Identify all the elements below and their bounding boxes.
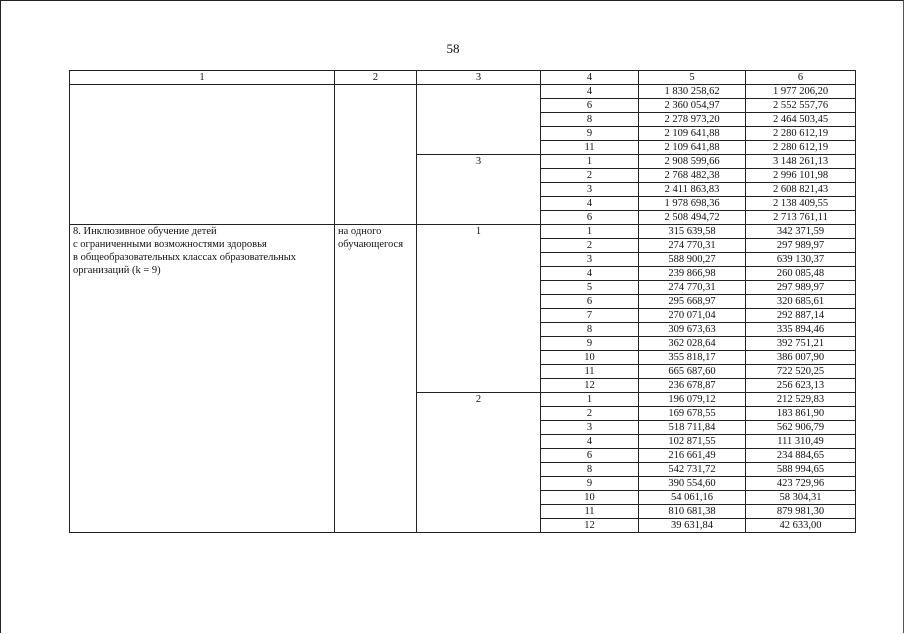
- category-cell: 4: [541, 435, 639, 449]
- category-cell: 1: [541, 155, 639, 169]
- group-cell: 3: [417, 155, 541, 225]
- value-cell: 2 360 054,97: [639, 99, 746, 113]
- table-header-row: [70, 71, 856, 85]
- value-cell: 315 639,58: [639, 225, 746, 239]
- category-cell: 9: [541, 127, 639, 141]
- value-cell: 1 830 258,62: [639, 85, 746, 99]
- unit-of-measure: [335, 225, 417, 533]
- value-cell: 2 508 494,72: [639, 211, 746, 225]
- value-cell: 1 977 206,20: [746, 85, 856, 99]
- value-cell: 588 994,65: [746, 463, 856, 477]
- value-cell: 102 871,55: [639, 435, 746, 449]
- category-cell: 5: [541, 281, 639, 295]
- category-cell: 4: [541, 85, 639, 99]
- value-cell: 320 685,61: [746, 295, 856, 309]
- category-cell: 9: [541, 337, 639, 351]
- value-cell: 562 906,79: [746, 421, 856, 435]
- value-cell: 2 464 503,45: [746, 113, 856, 127]
- value-cell: 362 028,64: [639, 337, 746, 351]
- value-cell: 392 751,21: [746, 337, 856, 351]
- value-cell: 355 818,17: [639, 351, 746, 365]
- category-cell: 8: [541, 113, 639, 127]
- value-cell: 639 130,37: [746, 253, 856, 267]
- value-cell: 58 304,31: [746, 491, 856, 505]
- category-cell: 8: [541, 323, 639, 337]
- category-cell: 12: [541, 519, 639, 533]
- value-cell: 212 529,83: [746, 393, 856, 407]
- value-cell: 196 079,12: [639, 393, 746, 407]
- category-cell: 6: [541, 295, 639, 309]
- group-cell: [417, 85, 541, 155]
- value-cell: 2 280 612,19: [746, 127, 856, 141]
- category-cell: 4: [541, 197, 639, 211]
- value-cell: 183 861,90: [746, 407, 856, 421]
- group-cell: 2: [417, 393, 541, 533]
- category-cell: 4: [541, 267, 639, 281]
- value-cell: 239 866,98: [639, 267, 746, 281]
- category-cell: 3: [541, 253, 639, 267]
- category-cell: 2: [541, 407, 639, 421]
- value-cell: 295 668,97: [639, 295, 746, 309]
- value-cell: 2 109 641,88: [639, 127, 746, 141]
- value-cell: 335 894,46: [746, 323, 856, 337]
- value-cell: 423 729,96: [746, 477, 856, 491]
- service-description: [70, 225, 335, 533]
- value-cell: 260 085,48: [746, 267, 856, 281]
- page-number: 58: [446, 41, 460, 56]
- value-cell: 2 280 612,19: [746, 141, 856, 155]
- category-cell: 2: [541, 239, 639, 253]
- value-cell: 297 989,97: [746, 281, 856, 295]
- value-cell: 274 770,31: [639, 281, 746, 295]
- value-cell: 879 981,30: [746, 505, 856, 519]
- category-cell: 8: [541, 463, 639, 477]
- value-cell: 309 673,63: [639, 323, 746, 337]
- category-cell: 6: [541, 449, 639, 463]
- unit-line: обучающегося: [338, 239, 404, 250]
- category-cell: 2: [541, 169, 639, 183]
- column-header: 1: [70, 71, 335, 85]
- group-cell: 1: [417, 225, 541, 393]
- value-cell: 54 061,16: [639, 491, 746, 505]
- value-cell: 386 007,90: [746, 351, 856, 365]
- value-cell: 292 887,14: [746, 309, 856, 323]
- description-line: с ограниченными возможностями здоровья: [73, 239, 267, 250]
- column-header: 2: [335, 71, 417, 85]
- value-cell: 542 731,72: [639, 463, 746, 477]
- description-line: организаций (k = 9): [73, 265, 161, 276]
- value-cell: 234 884,65: [746, 449, 856, 463]
- table-row: [70, 225, 856, 239]
- category-cell: 1: [541, 393, 639, 407]
- value-cell: 2 138 409,55: [746, 197, 856, 211]
- description-line: 8. Инклюзивное обучение детей: [73, 226, 217, 237]
- column-header: 5: [639, 71, 746, 85]
- column-header: 6: [746, 71, 856, 85]
- value-cell: 2 411 863,83: [639, 183, 746, 197]
- value-cell: 256 623,13: [746, 379, 856, 393]
- category-cell: 12: [541, 379, 639, 393]
- value-cell: 390 554,60: [639, 477, 746, 491]
- value-cell: 588 900,27: [639, 253, 746, 267]
- value-cell: 297 989,97: [746, 239, 856, 253]
- value-cell: 342 371,59: [746, 225, 856, 239]
- category-cell: 10: [541, 351, 639, 365]
- column-header: 4: [541, 71, 639, 85]
- value-cell: 169 678,55: [639, 407, 746, 421]
- value-cell: 518 711,84: [639, 421, 746, 435]
- value-cell: 274 770,31: [639, 239, 746, 253]
- value-cell: 2 908 599,66: [639, 155, 746, 169]
- value-cell: 42 633,00: [746, 519, 856, 533]
- table-row: [70, 85, 856, 99]
- value-cell: 2 713 761,11: [746, 211, 856, 225]
- category-cell: 7: [541, 309, 639, 323]
- column-header: 3: [417, 71, 541, 85]
- unit-line: на одного: [338, 226, 382, 237]
- value-cell: 2 768 482,38: [639, 169, 746, 183]
- category-cell: 6: [541, 211, 639, 225]
- category-cell: 3: [541, 421, 639, 435]
- category-cell: 11: [541, 141, 639, 155]
- value-cell: 810 681,38: [639, 505, 746, 519]
- category-cell: 3: [541, 183, 639, 197]
- service-description-cell: [70, 85, 335, 225]
- value-cell: 1 978 698,36: [639, 197, 746, 211]
- unit-of-measure-cell: [335, 85, 417, 225]
- value-cell: 39 631,84: [639, 519, 746, 533]
- description-line: в общеобразовательных классах образовательных: [73, 252, 297, 263]
- category-cell: 9: [541, 477, 639, 491]
- category-cell: 11: [541, 365, 639, 379]
- value-cell: 722 520,25: [746, 365, 856, 379]
- value-cell: 2 996 101,98: [746, 169, 856, 183]
- value-cell: 3 148 261,13: [746, 155, 856, 169]
- value-cell: 665 687,60: [639, 365, 746, 379]
- category-cell: 1: [541, 225, 639, 239]
- value-cell: 270 071,04: [639, 309, 746, 323]
- category-cell: 6: [541, 99, 639, 113]
- value-cell: 236 678,87: [639, 379, 746, 393]
- category-cell: 11: [541, 505, 639, 519]
- value-cell: 111 310,49: [746, 435, 856, 449]
- value-cell: 2 109 641,88: [639, 141, 746, 155]
- value-cell: 2 608 821,43: [746, 183, 856, 197]
- value-cell: 2 278 973,20: [639, 113, 746, 127]
- value-cell: 2 552 557,76: [746, 99, 856, 113]
- category-cell: 10: [541, 491, 639, 505]
- value-cell: 216 661,49: [639, 449, 746, 463]
- tariff-table: [69, 70, 856, 533]
